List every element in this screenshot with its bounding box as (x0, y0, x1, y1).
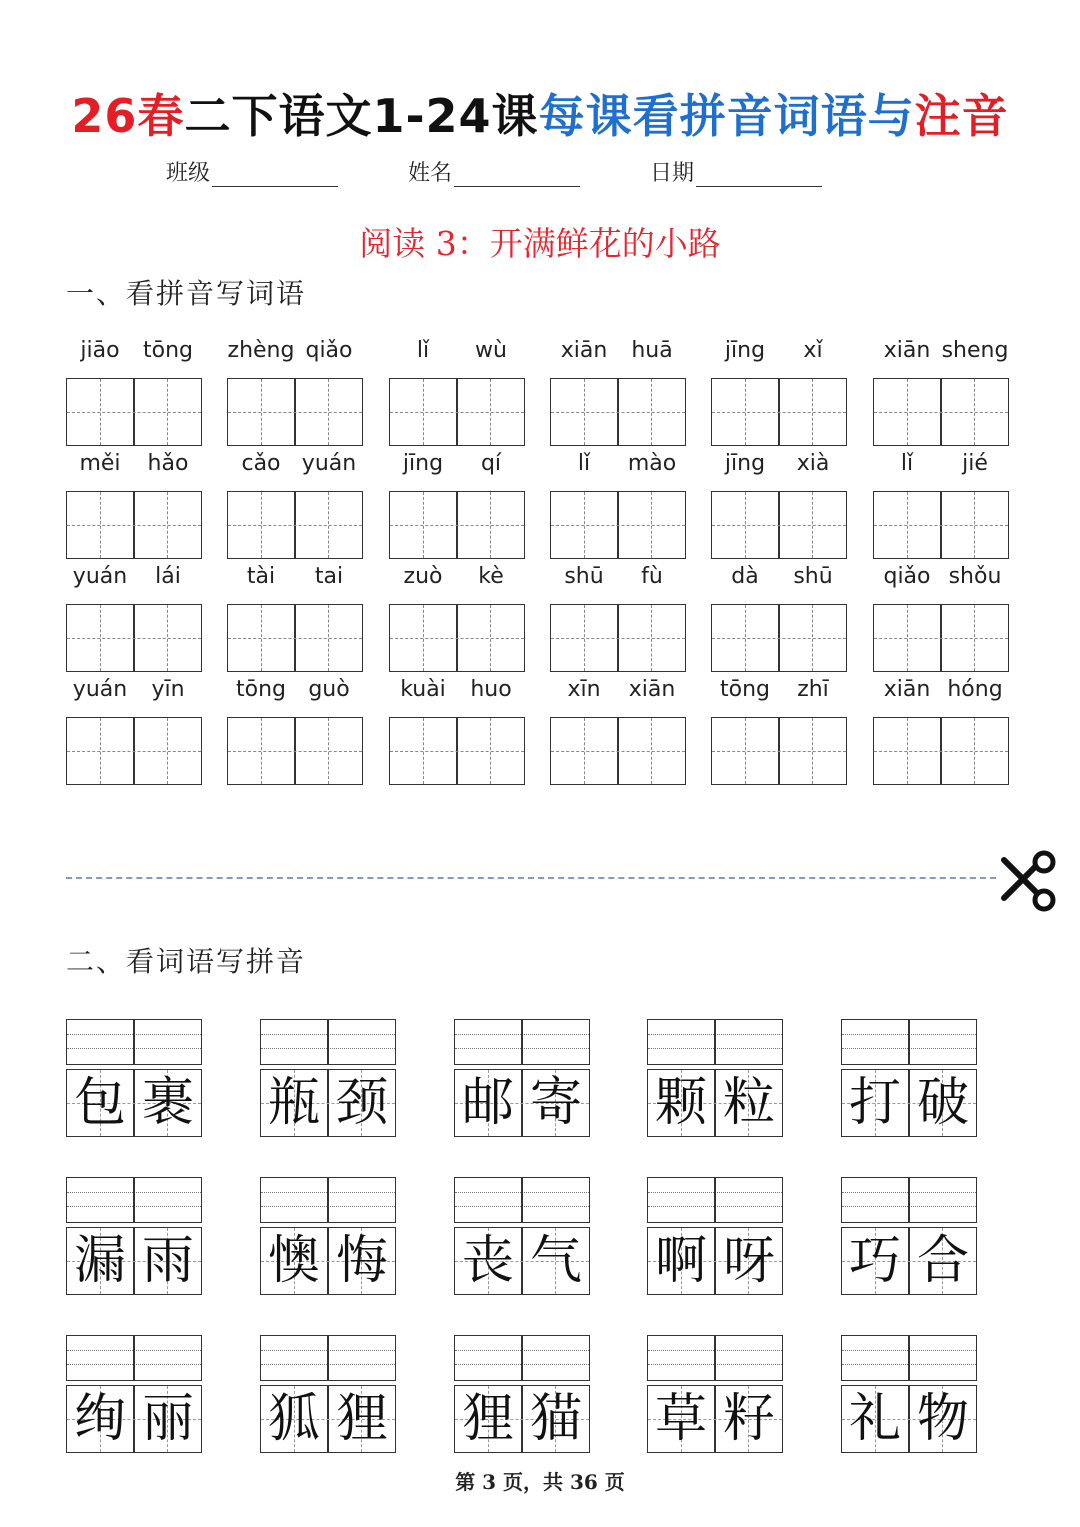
pinyin-syllable: tōng (720, 677, 770, 702)
writing-box[interactable] (873, 604, 1009, 672)
character-box (260, 1385, 396, 1453)
pinyin-word-item (873, 677, 1009, 787)
pinyin-syllable: tài (246, 564, 276, 589)
pinyin-syllable: yuán (72, 677, 128, 702)
pinyin-word-item (711, 677, 847, 787)
pinyin-word-item (66, 677, 202, 787)
writing-box[interactable] (550, 491, 686, 559)
pinyin-syllable: lǐ (416, 338, 430, 363)
character-box (66, 1227, 202, 1295)
pinyin-word-item (550, 451, 686, 561)
pinyin-syllable: mào (627, 451, 677, 476)
character-word-item (647, 1177, 783, 1295)
pinyin-syllable: lǐ (900, 451, 914, 476)
chinese-character: 懊 (267, 1231, 320, 1291)
info-row (0, 156, 1080, 190)
writing-box[interactable] (389, 378, 525, 446)
chinese-character: 包 (73, 1073, 126, 1133)
pinyin-syllable: hóng (947, 677, 1003, 702)
character-word-item (841, 1177, 977, 1295)
pinyin-writing-lines[interactable] (66, 1019, 202, 1065)
pinyin-word-item (227, 451, 363, 561)
pinyin-syllable: huo (470, 677, 512, 702)
chinese-character: 巧 (848, 1231, 901, 1291)
character-box (260, 1227, 396, 1295)
pinyin-word-item (389, 677, 525, 787)
character-word-item (841, 1335, 977, 1453)
date-field[interactable] (650, 156, 822, 187)
pinyin-syllable: lái (155, 564, 181, 589)
character-box (841, 1385, 977, 1453)
writing-box[interactable] (66, 378, 202, 446)
pinyin-syllable: wù (475, 338, 507, 363)
chinese-character: 瓶 (267, 1073, 320, 1133)
pinyin-syllable: zuò (403, 564, 443, 589)
pinyin-word-item (389, 451, 525, 561)
pinyin-syllable: shǒu (948, 564, 1002, 589)
chinese-character: 颈 (335, 1073, 388, 1133)
writing-box[interactable] (873, 378, 1009, 446)
date-label: 日期 (650, 161, 695, 186)
character-box (454, 1069, 590, 1137)
pinyin-word-item (711, 451, 847, 561)
pinyin-word-item (711, 338, 847, 448)
pinyin-word-item (66, 564, 202, 674)
pinyin-writing-lines[interactable] (454, 1177, 590, 1223)
chinese-character: 猫 (529, 1389, 582, 1449)
pinyin-syllable: tōng (143, 338, 193, 363)
pinyin-writing-lines[interactable] (66, 1335, 202, 1381)
writing-box[interactable] (66, 491, 202, 559)
pinyin-syllable: qí (480, 451, 502, 476)
character-word-item (841, 1019, 977, 1137)
pinyin-word-item (873, 338, 1009, 448)
pinyin-syllable: hǎo (147, 451, 189, 476)
character-word-item (260, 1019, 396, 1137)
pinyin-word-item (550, 564, 686, 674)
pinyin-syllable: zhī (797, 677, 829, 702)
pinyin-word-item (389, 338, 525, 448)
writing-box[interactable] (227, 604, 363, 672)
writing-box[interactable] (550, 717, 686, 785)
pinyin-syllable: huā (631, 338, 673, 363)
writing-box[interactable] (66, 604, 202, 672)
character-box (647, 1227, 783, 1295)
pinyin-syllable: měi (79, 451, 121, 476)
pinyin-syllable: yuán (301, 451, 357, 476)
chinese-character: 啊 (654, 1231, 707, 1291)
character-box (841, 1069, 977, 1137)
date-blank[interactable] (696, 162, 822, 187)
writing-box[interactable] (711, 378, 847, 446)
pinyin-word-item (550, 677, 686, 787)
title-part-1: 26春 (71, 89, 185, 143)
character-word-item (647, 1019, 783, 1137)
pinyin-syllable: xiān (883, 677, 931, 702)
writing-box[interactable] (227, 378, 363, 446)
section-1-heading: 一、看拼音写词语 (66, 277, 307, 310)
pinyin-writing-lines[interactable] (454, 1019, 590, 1065)
writing-box[interactable] (66, 717, 202, 785)
writing-box[interactable] (711, 717, 847, 785)
page-title (0, 80, 1080, 146)
page-footer: 第 3 页，共 36 页 (455, 1470, 625, 1494)
pinyin-word-item (227, 677, 363, 787)
pinyin-syllable: lǐ (577, 451, 591, 476)
chinese-character: 漏 (73, 1231, 126, 1291)
writing-box[interactable] (873, 717, 1009, 785)
chinese-character: 悔 (335, 1231, 388, 1291)
class-label: 班级 (166, 161, 211, 186)
pinyin-syllable: jiāo (80, 338, 120, 363)
pinyin-writing-lines[interactable] (841, 1335, 977, 1381)
character-box (454, 1227, 590, 1295)
chinese-character: 打 (848, 1073, 901, 1133)
pinyin-word-item (873, 564, 1009, 674)
character-box (647, 1069, 783, 1137)
pinyin-writing-lines[interactable] (260, 1019, 396, 1065)
pinyin-word-item (66, 451, 202, 561)
character-word-item (454, 1177, 590, 1295)
writing-box[interactable] (227, 491, 363, 559)
pinyin-word-item (66, 338, 202, 448)
pinyin-syllable: tōng (236, 677, 286, 702)
name-field[interactable] (408, 156, 580, 187)
pinyin-syllable: kè (478, 564, 504, 589)
writing-box[interactable] (227, 717, 363, 785)
pinyin-syllable: zhèng (227, 338, 295, 363)
writing-box[interactable] (711, 604, 847, 672)
character-word-item (66, 1177, 202, 1295)
pinyin-syllable: cǎo (241, 451, 281, 476)
chinese-character: 破 (916, 1073, 969, 1133)
pinyin-syllable: tai (314, 564, 344, 589)
character-word-item (647, 1335, 783, 1453)
chinese-character: 粒 (722, 1073, 775, 1133)
pinyin-syllable: shū (564, 564, 604, 589)
pinyin-writing-lines[interactable] (841, 1019, 977, 1065)
name-label: 姓名 (408, 161, 453, 186)
writing-box[interactable] (873, 491, 1009, 559)
class-blank[interactable] (212, 162, 338, 187)
chinese-character: 呀 (722, 1231, 775, 1291)
title-part-4: 注音 (914, 89, 1009, 143)
writing-box[interactable] (711, 491, 847, 559)
character-box (841, 1227, 977, 1295)
character-box (647, 1385, 783, 1453)
pinyin-word-item (227, 564, 363, 674)
pinyin-syllable: kuài (400, 677, 446, 702)
chinese-character: 丽 (141, 1389, 194, 1449)
character-word-item (260, 1335, 396, 1453)
pinyin-word-item (711, 564, 847, 674)
section-2-heading: 二、看词语写拼音 (66, 945, 307, 978)
pinyin-word-item (389, 564, 525, 674)
pinyin-syllable: jīng (724, 338, 766, 363)
pinyin-syllable: yīn (151, 677, 185, 702)
chinese-character: 裹 (141, 1073, 194, 1133)
pinyin-syllable: yuán (72, 564, 128, 589)
chinese-character: 邮 (461, 1073, 514, 1133)
writing-box[interactable] (550, 378, 686, 446)
chinese-character: 丧 (461, 1231, 514, 1291)
character-box (66, 1385, 202, 1453)
pinyin-writing-lines[interactable] (647, 1335, 783, 1381)
pinyin-word-item (550, 338, 686, 448)
pinyin-syllable: jīng (402, 451, 444, 476)
pinyin-writing-lines[interactable] (260, 1177, 396, 1223)
chinese-character: 籽 (722, 1389, 775, 1449)
character-word-item (66, 1019, 202, 1137)
pinyin-syllable: dà (731, 564, 759, 589)
pinyin-syllable: shū (793, 564, 833, 589)
pinyin-syllable: xiān (560, 338, 608, 363)
character-word-item (260, 1177, 396, 1295)
pinyin-word-item (227, 338, 363, 448)
pinyin-syllable: qiǎo (883, 564, 931, 589)
chinese-character: 物 (916, 1389, 969, 1449)
pinyin-writing-lines[interactable] (647, 1019, 783, 1065)
scissors-icon (990, 846, 1060, 916)
writing-box[interactable] (389, 604, 525, 672)
pinyin-syllable: fù (641, 564, 663, 589)
pinyin-syllable: xiān (628, 677, 676, 702)
writing-box[interactable] (389, 491, 525, 559)
pinyin-syllable: guò (308, 677, 350, 702)
chinese-character: 草 (654, 1389, 707, 1449)
character-box (66, 1069, 202, 1137)
pinyin-writing-lines[interactable] (454, 1335, 590, 1381)
pinyin-syllable: xiān (883, 338, 931, 363)
pinyin-syllable: jīng (724, 451, 766, 476)
writing-box[interactable] (389, 717, 525, 785)
pinyin-syllable: xǐ (803, 338, 823, 363)
writing-box[interactable] (550, 604, 686, 672)
pinyin-writing-lines[interactable] (841, 1177, 977, 1223)
character-word-item (66, 1335, 202, 1453)
pinyin-syllable: qiǎo (305, 338, 353, 363)
pinyin-word-item (873, 451, 1009, 561)
chinese-character: 气 (529, 1231, 582, 1291)
character-word-item (454, 1019, 590, 1137)
pinyin-writing-lines[interactable] (647, 1177, 783, 1223)
pinyin-writing-lines[interactable] (260, 1335, 396, 1381)
character-word-item (454, 1335, 590, 1453)
chinese-character: 狸 (461, 1389, 514, 1449)
pinyin-syllable: xīn (567, 677, 601, 702)
name-blank[interactable] (454, 162, 580, 187)
title-part-3: 每课看拼音词语与 (538, 89, 915, 143)
character-box (260, 1069, 396, 1137)
cut-line (66, 877, 996, 879)
pinyin-syllable: xià (796, 451, 830, 476)
chinese-character: 颗 (654, 1073, 707, 1133)
character-box (454, 1385, 590, 1453)
chinese-character: 寄 (529, 1073, 582, 1133)
chinese-character: 狐 (267, 1389, 320, 1449)
pinyin-syllable: jié (962, 451, 988, 476)
chinese-character: 狸 (335, 1389, 388, 1449)
pinyin-syllable: sheng (941, 338, 1009, 363)
title-part-2: 二下语文1-24课 (184, 89, 539, 143)
class-field[interactable] (166, 156, 338, 187)
pinyin-writing-lines[interactable] (66, 1177, 202, 1223)
chinese-character: 绚 (73, 1389, 126, 1449)
chinese-character: 合 (916, 1231, 969, 1291)
chinese-character: 礼 (848, 1389, 901, 1449)
chinese-character: 雨 (141, 1231, 194, 1291)
lesson-subtitle: 阅读 3：开满鲜花的小路 (359, 224, 721, 263)
